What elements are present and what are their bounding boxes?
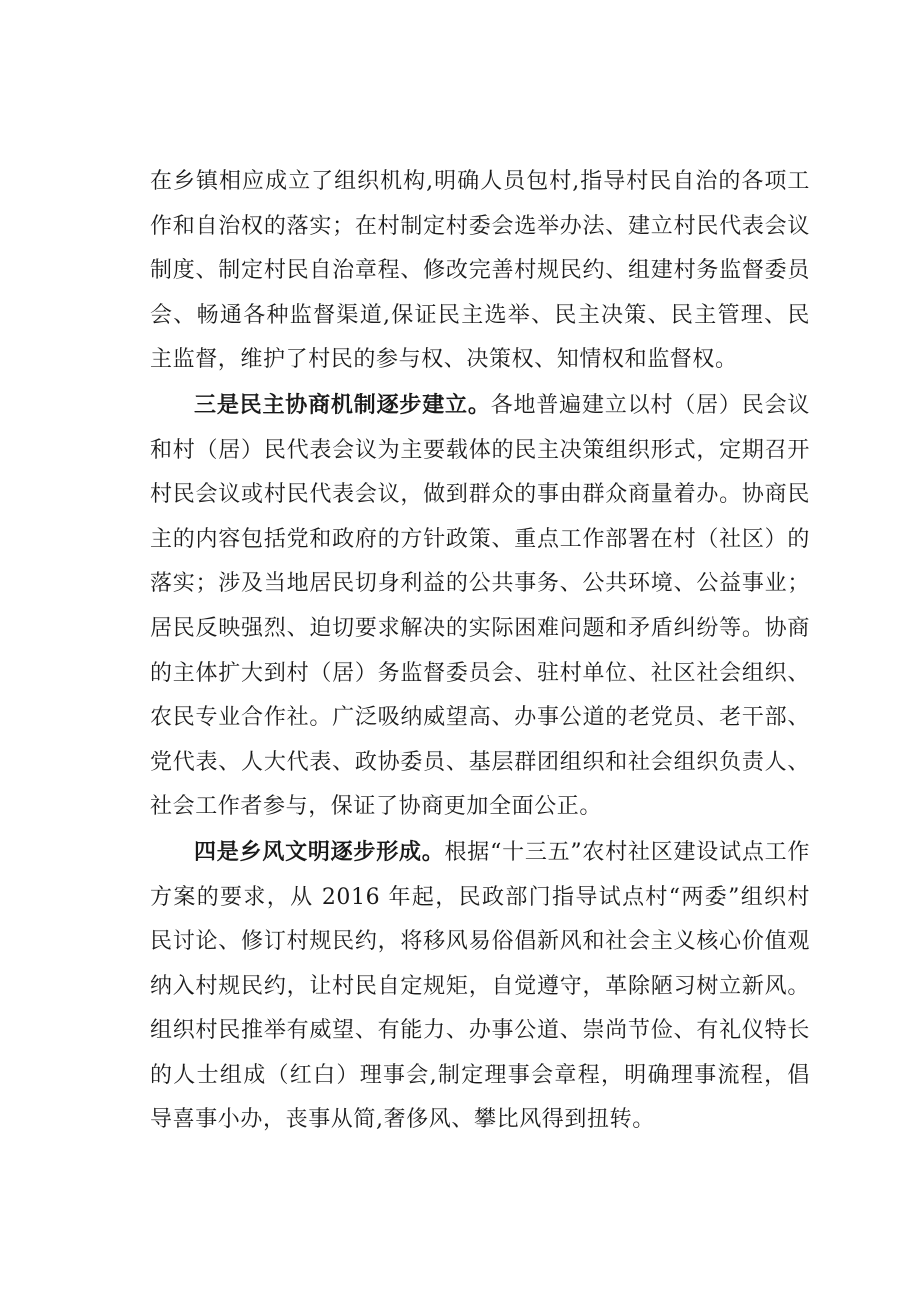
paragraph-democratic-consultation [150,383,810,830]
paragraph-text: 在乡镇相应成立了组织机构,明确人员包村,指导村民自治的各项工作和自治权的落实；在村制定村委会选举办法、建立村民代表会议制度、制定村民自治章程、修改完善村规民约、组建村务监督委员会、畅通各种监督渠道,保证民主选举、民主决策、民主管理、民主监督，维护了村民的参与权、决策权、知情权和监督权。 [150,169,810,373]
paragraph-continuation [150,160,810,383]
paragraph-lead-heading: 四是乡风文明逐步形成。 [194,838,445,865]
document-body [150,160,810,1143]
paragraph-text: 各地普遍建立以村（居）民会议和村（居）民代表会议为主要载体的民主决策组织形式，定期召开村民会议或村民代表会议，做到群众的事由群众商量着办。协商民主的内容包括党和政府的方针政策、重点工作部署在村（社区）的落实；涉及当地居民切身利益的公共事务、公共环境、公益事业；居民反映强烈、迫切要求解决的实际困难问题和矛盾纠纷等。协商的主体扩大到村（居）务监督委员会、驻村单位、社区社会组织、农民专业合作社。广泛吸纳威望高、办事公道的老党员、老干部、党代表、人大代表、政协委员、基层群团组织和社会组织负责人、社会工作者参与，保证了协商更加全面公正。 [150,392,810,820]
paragraph-rural-civility [150,830,810,1143]
paragraph-lead-heading: 三是民主协商机制逐步建立。 [194,391,491,418]
paragraph-text: 根据“十三五”农村社区建设试点工作方案的要求，从 2016 年起，民政部门指导试点村“两委”组织村民讨论、修订村规民约，将移风易俗倡新风和社会主义核心价值观纳入村规民约，让村民自定规矩，自觉遵守，革除陋习树立新风。组织村民推举有威望、有能力、办事公道、崇尚节俭、有礼仪特长的人士组成（红白）理事会,制定理事会章程，明确理事流程，倡导喜事小办，丧事从简,奢侈风、攀比风得到扭转。 [150,839,810,1133]
